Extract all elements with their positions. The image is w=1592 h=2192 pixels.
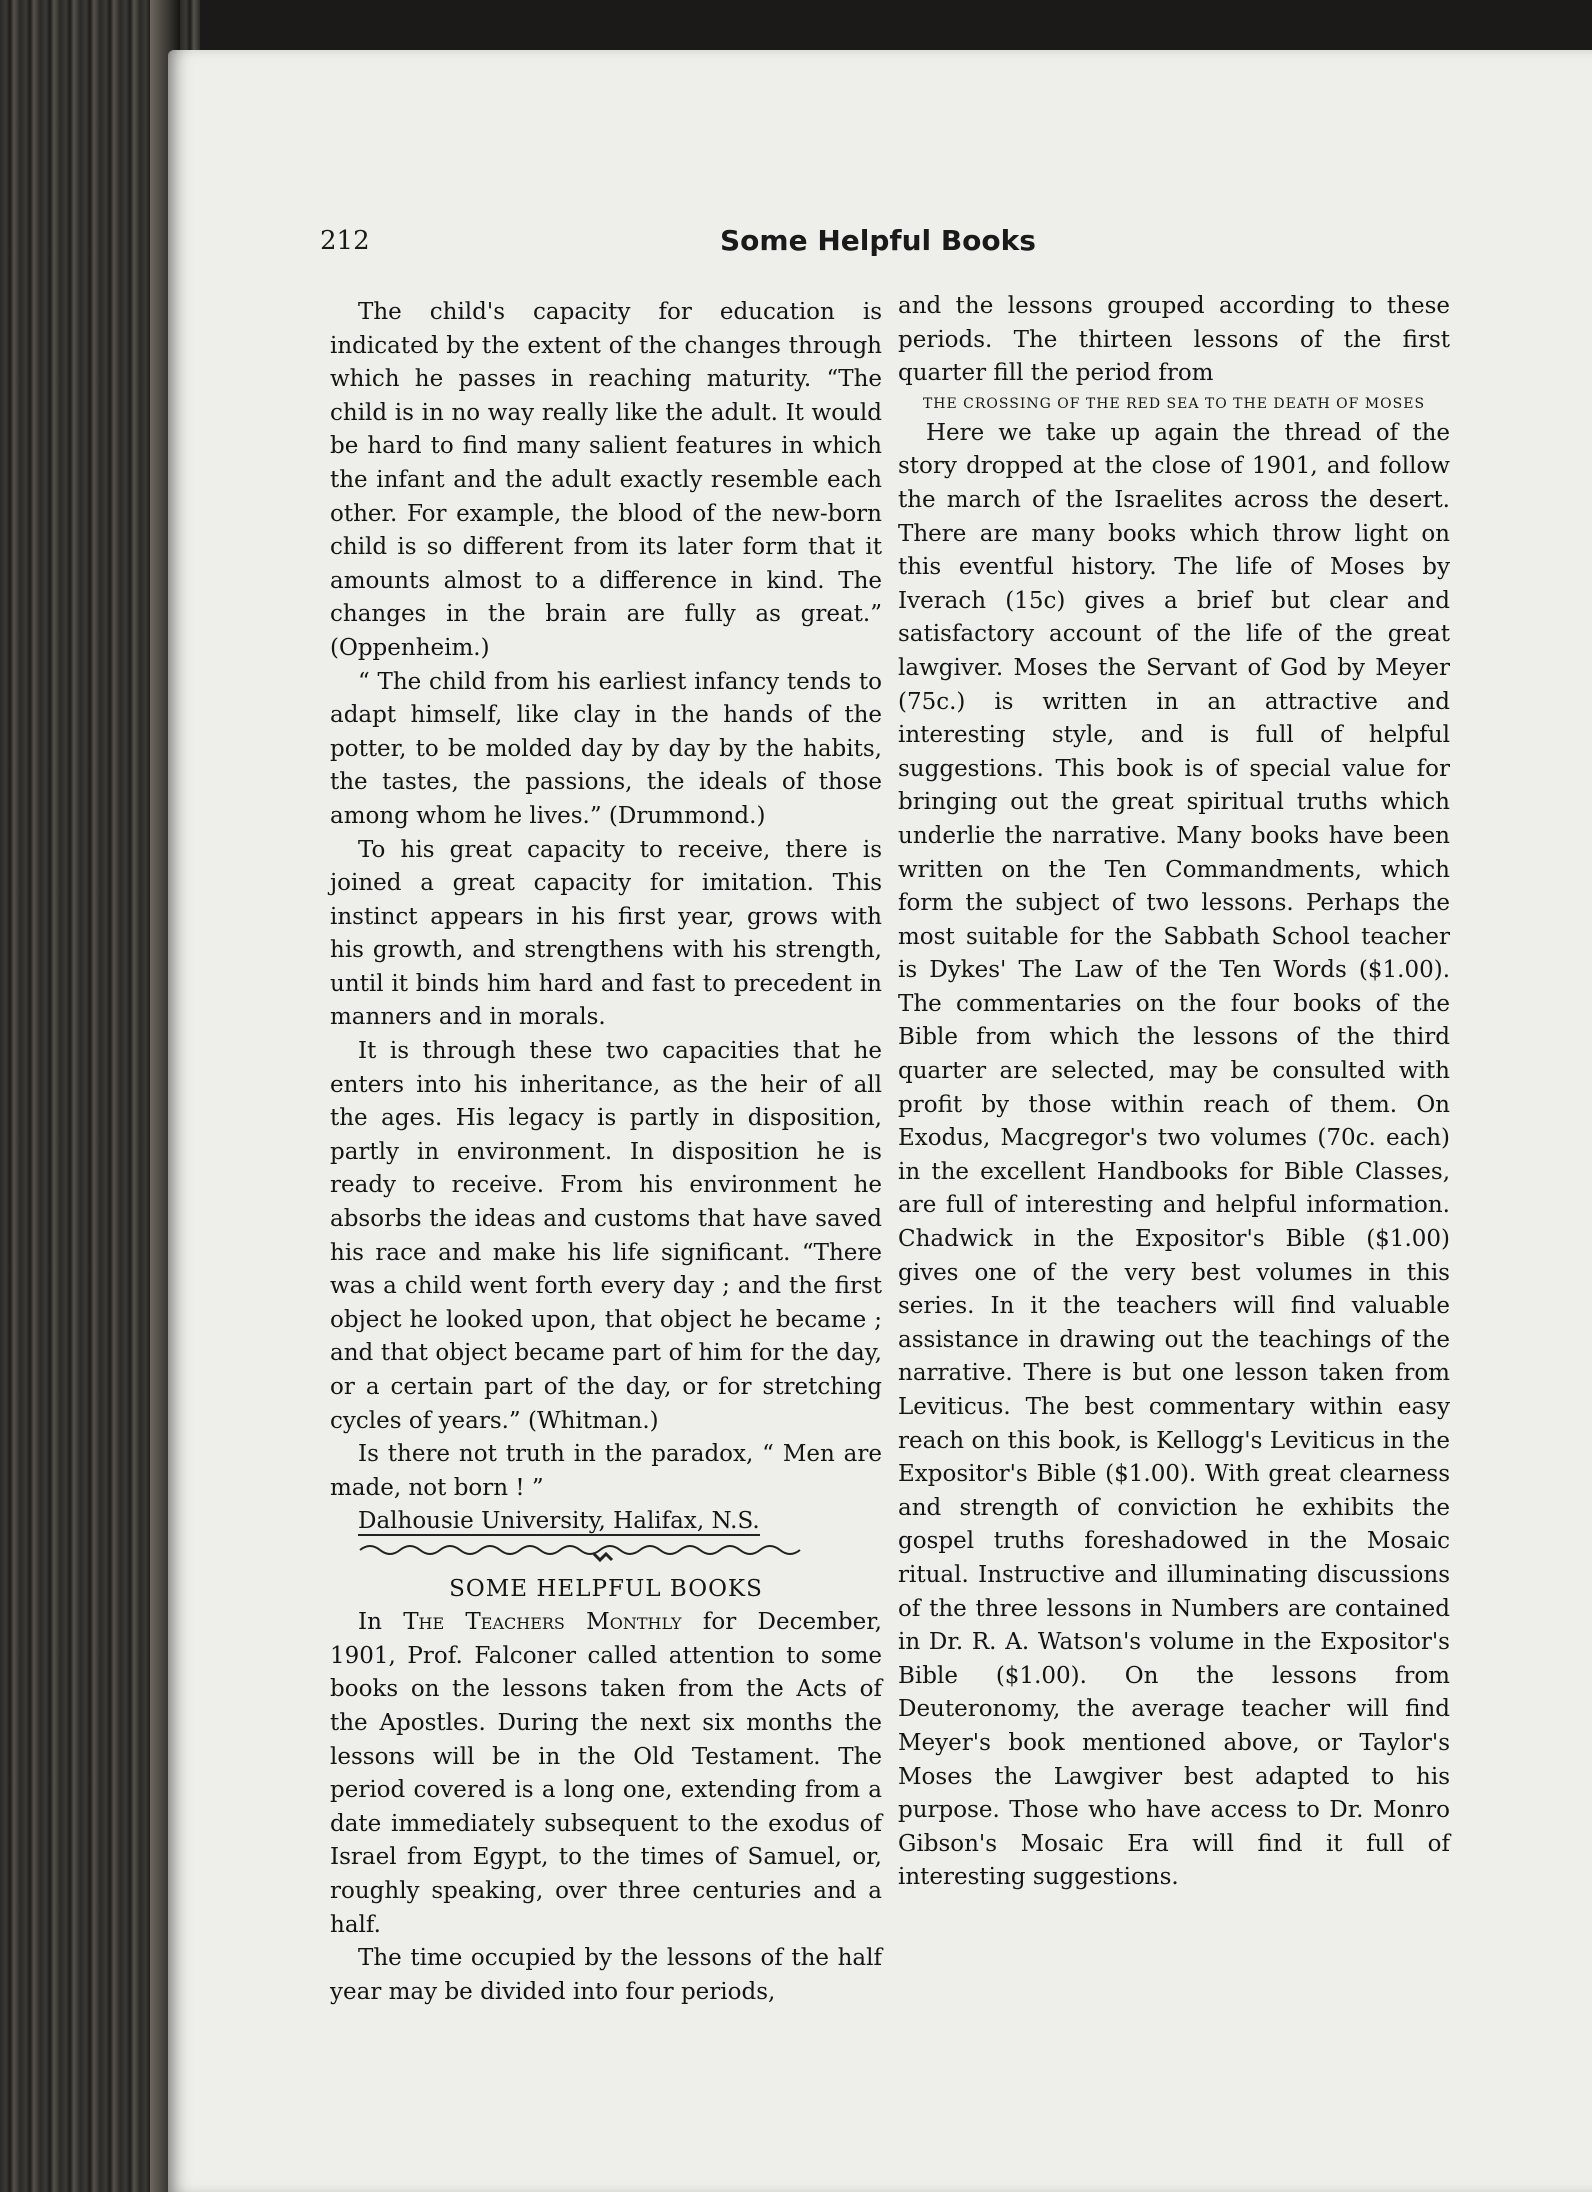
right-column xyxy=(898,290,1450,1895)
paragraph: Here we take up again the thread of the story dropped at the close of 1901, and follow the march of the Israelites across the desert. There are many books which throw light on this eventful history. The life of Moses by Iverach (15c) gives a brief but clear and satisfactory account of the life of the great lawgiver. Moses the Servant of God by Meyer (75c.) is written in an attractive and interesting style, and is full of helpful suggestions. This book is of special value for bringing out the great spiritual truths which underlie the narrative. Many books have been written on the Ten Commandments, which form the subject of two lessons. Perhaps the most suitable for the Sabbath School teacher is Dykes' The Law of the Ten Words ($1.00). The commentaries on the four books of the Bible from which the lessons of the third quarter are selected, may be consulted with profit by those within reach of them. On Exodus, Macgregor's two volumes (70c. each) in the excellent Handbooks for Bible Classes, are full of interesting and helpful information. Chadwick in the Expositor's Bible ($1.00) gives one of the very best volumes in this series. In it the teachers will find valuable assistance in drawing out the teachings of the narrative. There is but one lesson taken from Leviticus. The best commentary within easy reach on this book, is Kellogg's Leviticus in the Expositor's Bible ($1.00). With great clearness and strength of conviction he exhibits the gospel truths foreshadowed in the Mosaic ritual. Instructive and illuminating discussions of the three lessons in Numbers are contained in Dr. R. A. Watson's volume in the Expositor's Bible ($1.00). On the lessons from Deuteronomy, the average teacher will find Meyer's book mentioned above, or Taylor's Moses the Lawgiver best adapted to his purpose. Those who have access to Dr. Monro Gibson's Mosaic Era will find it full of interesting suggestions. xyxy=(898,419,1450,1891)
paragraph: Is there not truth in the paradox, “ Men are made, not born ! ” xyxy=(330,1441,882,1501)
section-title: SOME HELPFUL BOOKS xyxy=(449,1575,763,1602)
running-title: Some Helpful Books xyxy=(720,224,1036,257)
paragraph: The child's capacity for education is indicated by the extent of the changes through which he passes in reaching maturity. “The child is in no way really like the adult. It would be hard to find many salient features in which the infant and the adult exactly resemble each other. For example, the blood of the new-born child is so different from its later form that it amounts almost to a difference in kind. The changes in the brain are fully as great.” (Oppenheim.) xyxy=(330,299,882,661)
paragraph: “ The child from his earliest infancy tends to adapt himself, like clay in the hands of the potter, to be molded day by day by the habits, the tastes, the passions, the ideals of those among whom he lives.” (Drummond.) xyxy=(330,668,882,829)
paragraph: The time occupied by the lessons of the half year may be divided into four periods, xyxy=(330,1945,882,2005)
paragraph: It is through these two capacities that he enters into his inheritance, as the heir of all the ages. His legacy is partly in disposition, partly in environment. In disposition he is ready to receive. From his environment he absorbs the ideas and customs that have saved his race and make his life significant. “There was a child went forth every day ; and the first object he looked upon, that object he became ; and that object became part of him for the day, or a certain part of the day, or for stretching cycles of years.” (Whitman.) xyxy=(330,1038,882,1434)
paragraph: In The Teachers Monthly for December, 1901, Prof. Falconer called attention to some books on the lessons taken from the Acts of the Apostles. During the next six months the lessons will be in the Old Testament. The period covered is a long one, extending from a date immediately subsequent to the exodus of Israel from Egypt, to the times of Samuel, or, roughly speaking, over three centuries and a half. xyxy=(330,1609,882,1938)
left-column xyxy=(330,296,882,2009)
paragraph: To his great capacity to receive, there is joined a great capacity for imitation. This instinct appears in his first year, grows with his growth, and strengthens with his strength, until it binds him hard and fast to precedent in manners and in morals. xyxy=(330,836,882,1031)
flourish-divider xyxy=(358,1540,818,1562)
paragraph: and the lessons grouped according to these periods. The thirteen lessons of the first quarter fill the period from xyxy=(898,293,1450,387)
subheading: THE CROSSING OF THE RED SEA TO THE DEATH OF MOSES xyxy=(922,395,1426,412)
journal-title: The Teachers Monthly xyxy=(403,1609,682,1636)
author-affiliation: Dalhousie University, Halifax, N.S. xyxy=(358,1508,760,1535)
page-number: 212 xyxy=(320,226,370,256)
